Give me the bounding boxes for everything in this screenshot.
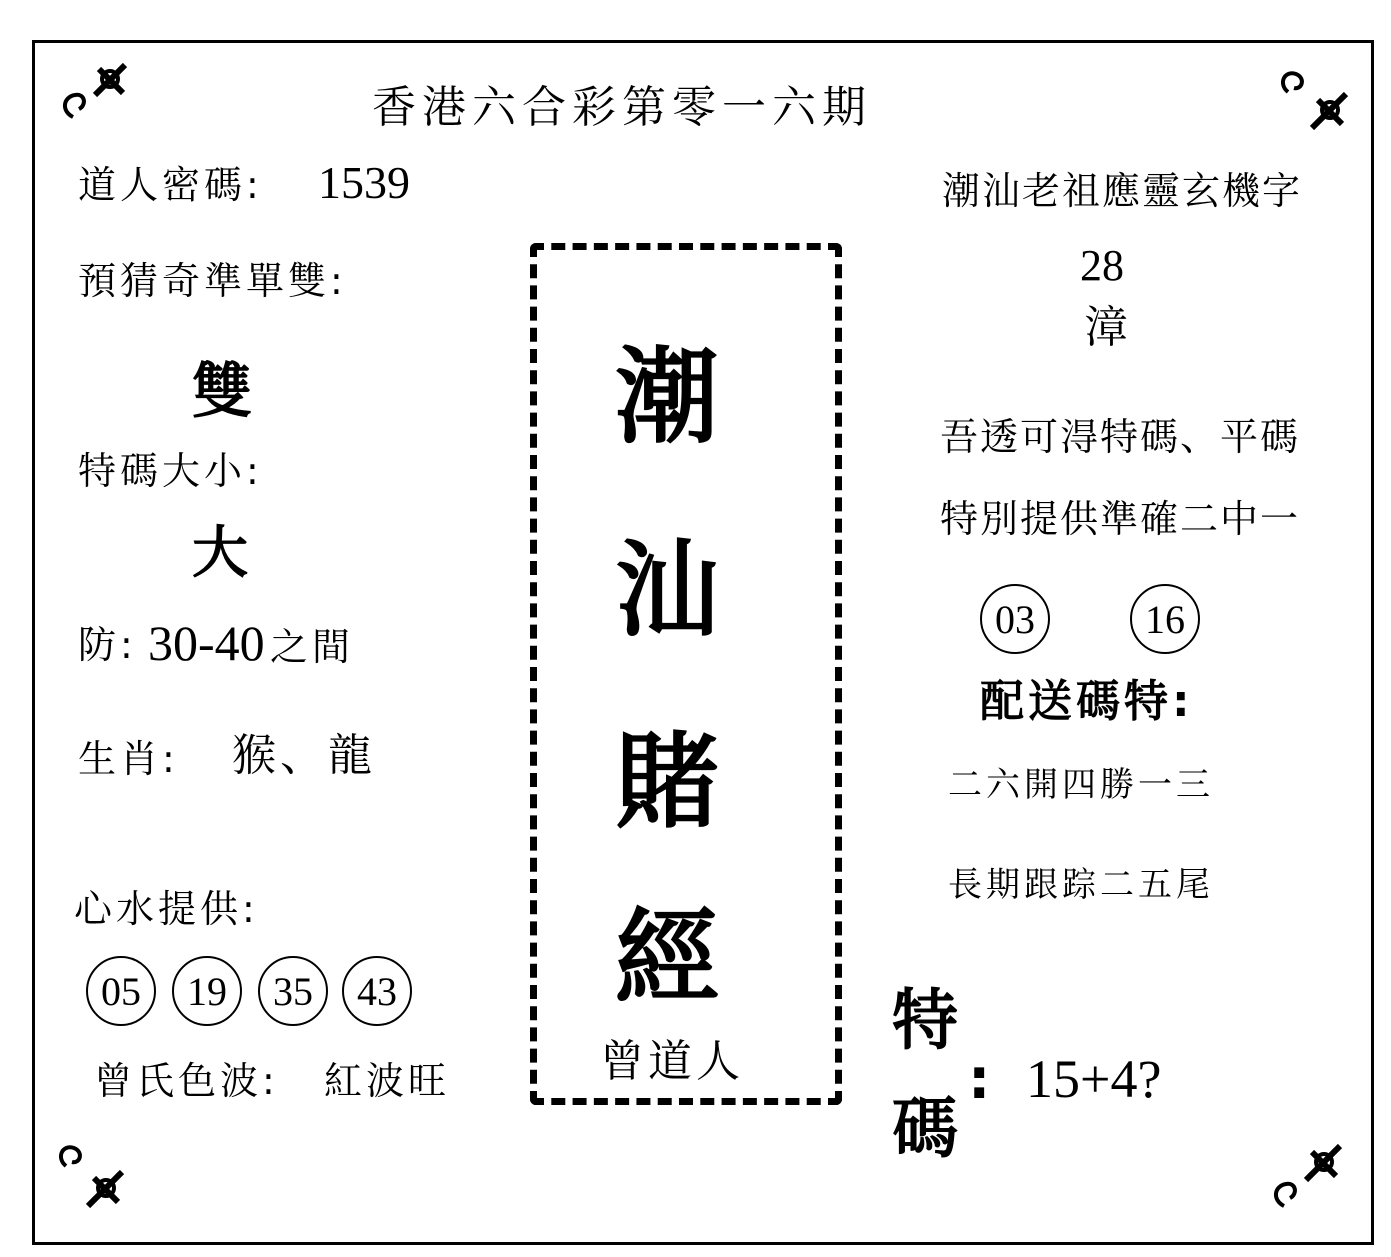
size-value: 大 [192, 521, 248, 586]
heart-label: 心水提供: [74, 887, 259, 931]
center-title-char: 汕 [615, 528, 720, 651]
right-line-1: 吾透可淂特碼、平碼 [940, 415, 1301, 459]
special-char-bottom: 碼 [892, 1090, 958, 1167]
zodiac-label: 生肖: [78, 737, 179, 781]
zodiac-value: 猴、龍 [232, 730, 376, 781]
color-value: 紅波旺 [324, 1059, 451, 1103]
pair-number: 03 [980, 584, 1050, 654]
corner-ornament-bottom-right [1266, 1130, 1346, 1210]
odd-even-value: 雙 [192, 357, 252, 427]
center-author: 曾道人 [600, 1036, 744, 1087]
corner-ornament-top-right [1272, 58, 1352, 138]
hint-2: 長期跟踪二五尾 [948, 865, 1214, 905]
center-title-char: 經 [615, 896, 720, 1019]
hint-1: 二六開四勝一三 [948, 765, 1214, 805]
odd-even-label: 預猜奇準單雙: [78, 259, 347, 303]
riddle-number: 28 [1080, 241, 1124, 290]
special-colon: : [968, 1047, 991, 1112]
send-label: 配送碼特: [980, 676, 1194, 727]
riddle-char: 漳 [1084, 302, 1132, 353]
heart-number: 43 [342, 956, 412, 1026]
riddle-label: 潮汕老祖應靈玄機字 [942, 169, 1303, 213]
password-value: 1539 [318, 157, 410, 208]
page-title: 香港六合彩第零一六期 [372, 82, 872, 133]
heart-number: 05 [86, 956, 156, 1026]
right-line-2: 特別提供準確二中一 [940, 497, 1301, 541]
special-char-top: 特 [892, 982, 958, 1059]
heart-number: 19 [172, 956, 242, 1026]
guard-label: 防: [78, 623, 137, 667]
color-label: 曾氏色波: [94, 1059, 279, 1103]
center-title-char: 賭 [615, 720, 720, 843]
guard-range: 30-40 [148, 615, 265, 671]
guard-suffix: 之間 [270, 625, 355, 669]
heart-number: 35 [258, 956, 328, 1026]
password-label: 道人密碼: [78, 163, 263, 207]
corner-ornament-bottom-left [52, 1130, 132, 1210]
size-label: 特碼大小: [78, 449, 263, 493]
corner-ornament-top-left [55, 55, 135, 135]
pair-number: 16 [1130, 584, 1200, 654]
special-value: 15+4? [1026, 1049, 1162, 1109]
center-title-char: 潮 [615, 335, 720, 458]
